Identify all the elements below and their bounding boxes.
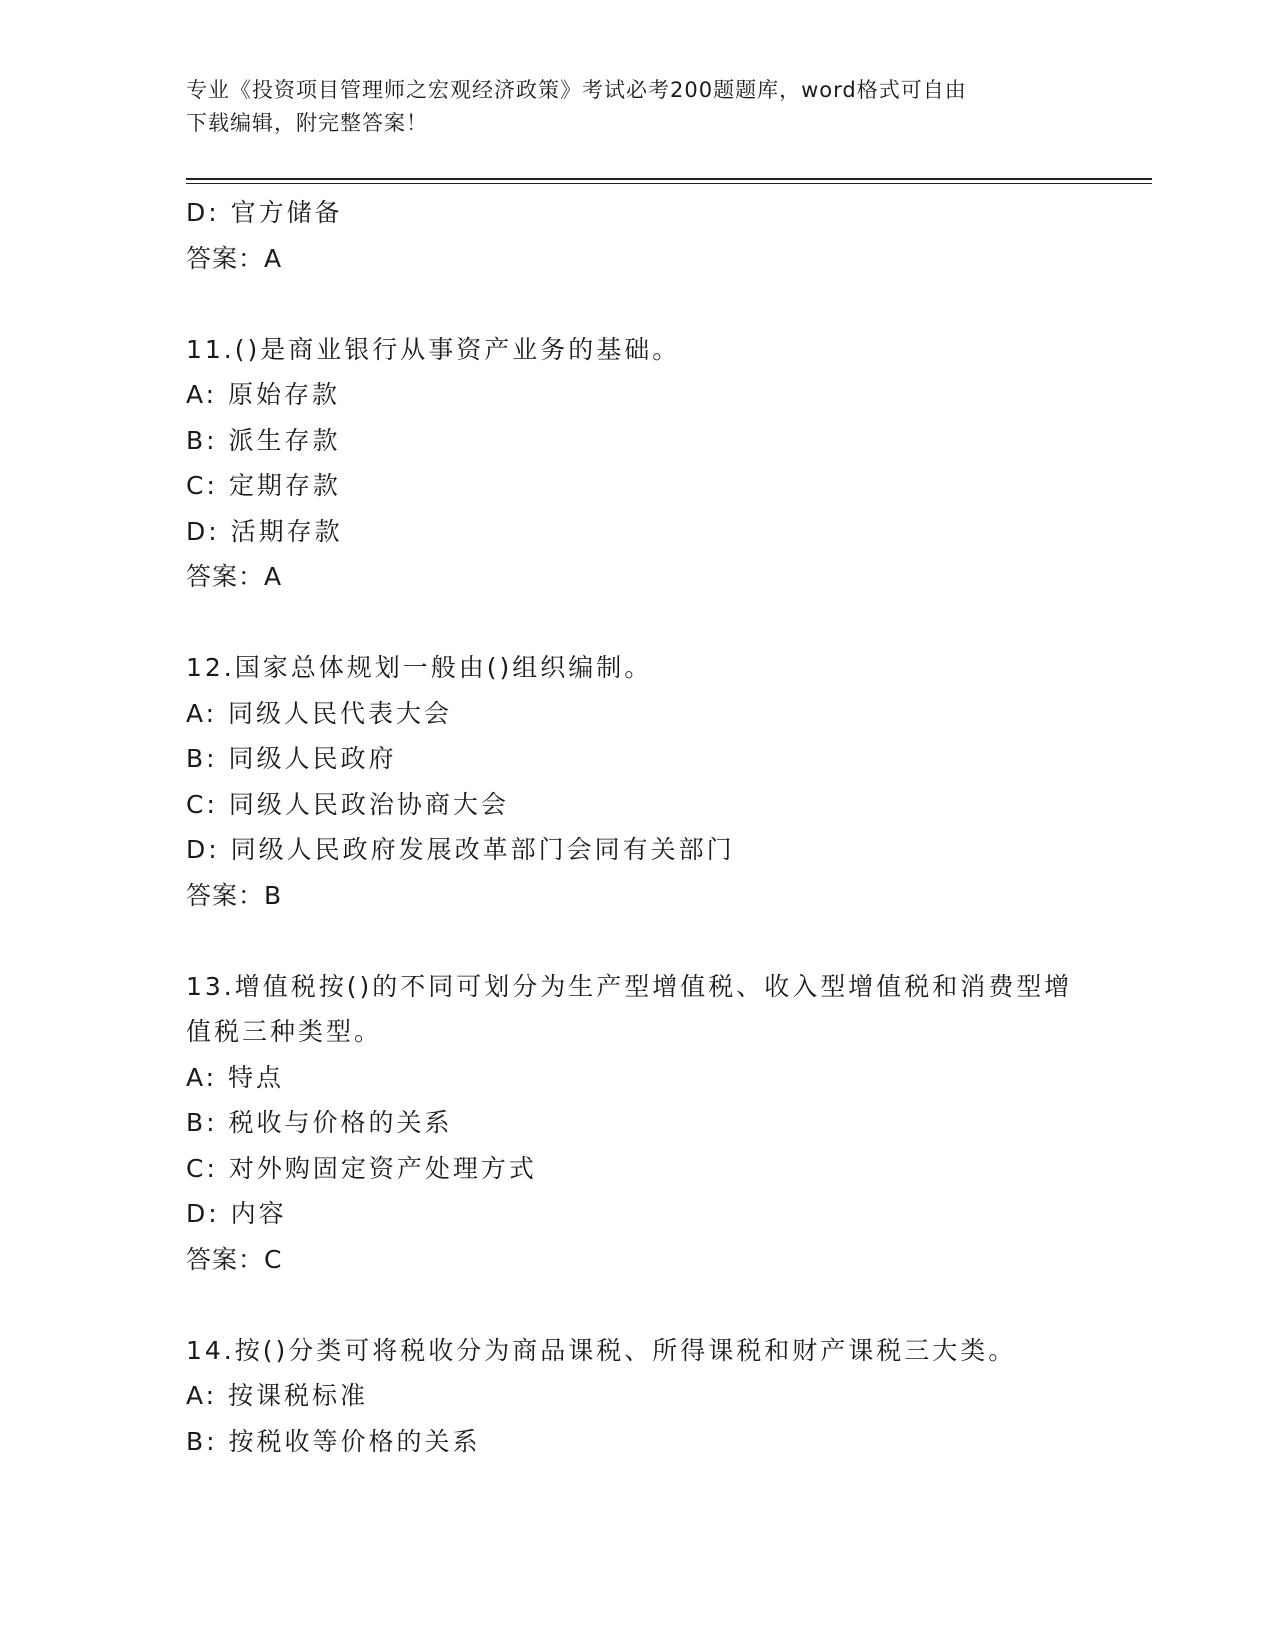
header-line-1: 专业《投资项目管理师之宏观经济政策》考试必考200题题库，word格式可自由 [186,78,967,102]
answer-line: 答案：A [186,562,283,591]
option-a: A: 原始存款 [186,380,341,409]
question-stem: 14.按()分类可将税收分为商品课税、所得课税和财产课税三大类。 [186,1335,1017,1365]
question-list [186,190,1086,1464]
question-13 [186,964,1086,1283]
question-14 [186,1328,1086,1465]
question-12 [186,645,1086,918]
option-b: B: 税收与价格的关系 [186,1108,453,1137]
option-d: D: 同级人民政府发展改革部门会同有关部门 [186,835,735,864]
option-c: C: 同级人民政治协商大会 [186,789,509,819]
header-line-2: 下载编辑，附完整答案！ [186,111,428,135]
answer-line: 答案：C [186,1244,283,1274]
option-a: A: 按课税标准 [186,1381,369,1410]
question-stem: 13.增值税按()的不同可划分为生产型增值税、收入型增值税和消费型增值税三种类型。 [186,971,1073,1046]
answer-line: 答案：A [186,243,283,273]
document-header [186,74,1086,140]
question-11 [186,327,1086,600]
option-d: D: 官方储备 [186,198,343,227]
question-stem: 11.()是商业银行从事资产业务的基础。 [186,334,681,364]
option-d: D: 活期存款 [186,516,343,546]
header-rule [186,178,1152,180]
option-b: B: 同级人民政府 [186,744,397,773]
option-b: B: 按税收等价格的关系 [186,1426,481,1456]
option-c: C: 定期存款 [186,471,341,500]
answer-line: 答案：B [186,880,283,910]
option-b: B: 派生存款 [186,425,341,455]
option-d: D: 内容 [186,1199,287,1228]
header-rule-thin [186,183,1152,184]
option-c: C: 对外购固定资产处理方式 [186,1153,537,1183]
option-a: A: 同级人民代表大会 [186,698,453,728]
option-a: A: 特点 [186,1062,285,1092]
question-stem: 12.国家总体规划一般由()组织编制。 [186,653,653,682]
